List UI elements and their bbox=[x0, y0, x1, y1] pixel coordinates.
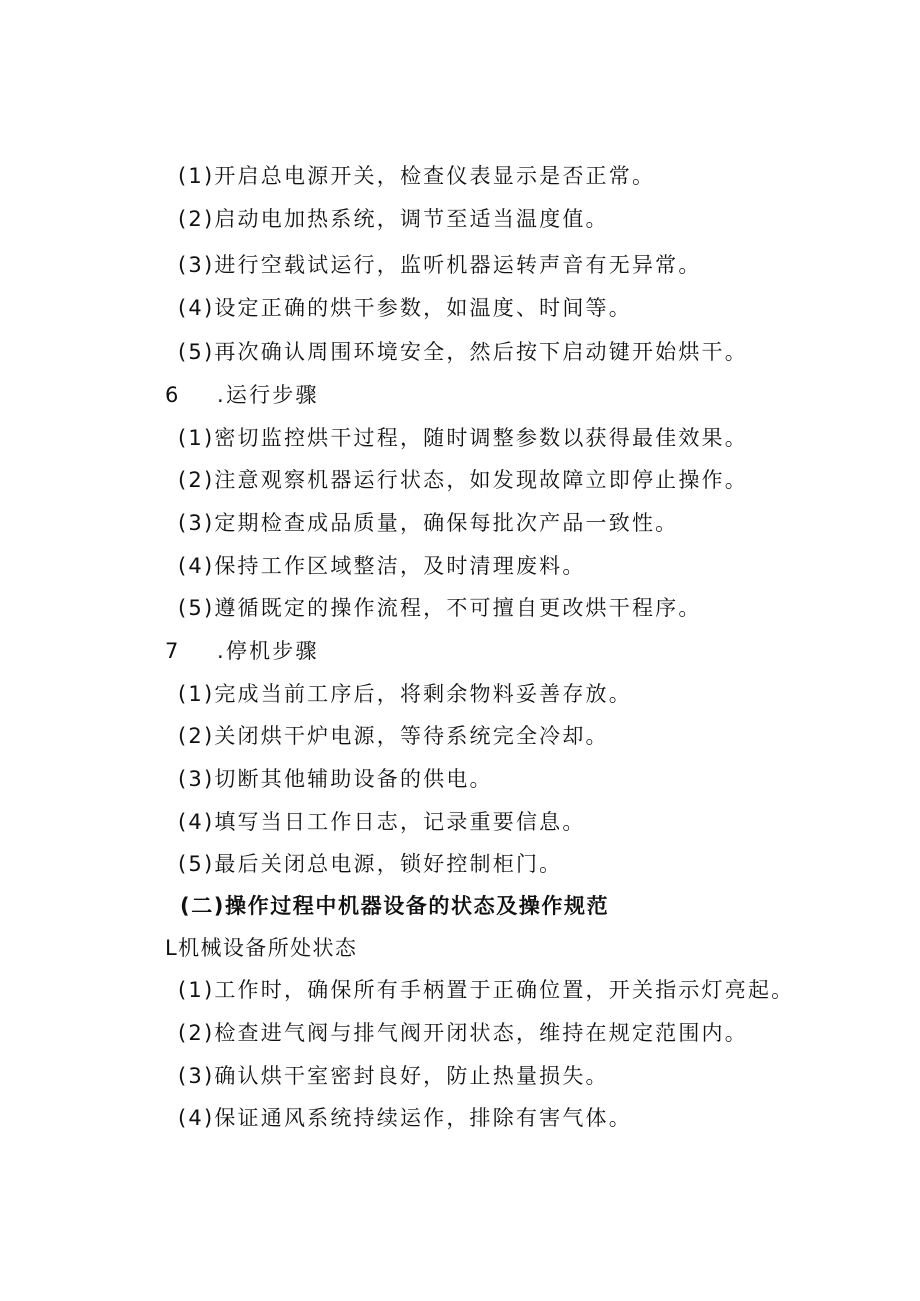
list-item: (3)进行空载试运行，监听机器运转声音有无异常。 bbox=[178, 253, 702, 277]
list-item: (1)完成当前工序后，将剩余物料妥善存放。 bbox=[178, 682, 632, 706]
subsection-heading: L机械设备所处状态 bbox=[165, 936, 358, 960]
list-item: (2)启动电加热系统，调节至适当温度值。 bbox=[178, 207, 609, 231]
list-item: (1)开启总电源开关，检查仪表显示是否正常。 bbox=[178, 164, 656, 188]
list-item: (1)密切监控烘干过程，随时调整参数以获得最佳效果。 bbox=[178, 426, 748, 450]
list-item: (4)填写当日工作日志，记录重要信息。 bbox=[178, 810, 586, 834]
section-title: .运行步骤 bbox=[217, 383, 319, 407]
list-item: (3)定期检查成品质量，确保每批次产品一致性。 bbox=[178, 511, 679, 535]
list-item: (4)保持工作区域整洁，及时清理废料。 bbox=[178, 554, 586, 578]
part-heading: (二)操作过程中机器设备的状态及操作规范 bbox=[180, 894, 610, 918]
list-item: (5)最后关闭总电源，锁好控制柜门。 bbox=[178, 852, 563, 876]
section-title: .停机步骤 bbox=[217, 639, 319, 663]
list-item: (3)确认烘干室密封良好，防止热量损失。 bbox=[178, 1064, 609, 1088]
list-item: (4)保证通风系统持续运作，排除有害气体。 bbox=[178, 1106, 632, 1130]
section-heading bbox=[165, 637, 319, 665]
list-item: (5)遵循既定的操作流程，不可擅自更改烘干程序。 bbox=[178, 596, 702, 620]
list-item: (2)检查进气阀与排气阀开闭状态，维持在规定范围内。 bbox=[178, 1021, 748, 1045]
list-item: (5)再次确认周围环境安全，然后按下启动键开始烘干。 bbox=[178, 340, 748, 364]
list-item: (3)切断其他辅助设备的供电。 bbox=[178, 767, 493, 791]
section-number: 7 bbox=[165, 639, 179, 663]
section-number: 6 bbox=[165, 383, 179, 407]
section-heading bbox=[165, 381, 319, 409]
list-item: (2)注意观察机器运行状态，如发现故障立即停止操作。 bbox=[178, 468, 748, 492]
list-item: (2)关闭烘干炉电源，等待系统完全冷却。 bbox=[178, 724, 609, 748]
list-item: (1)工作时，确保所有手柄置于正确位置，开关指示灯亮起。 bbox=[178, 978, 795, 1002]
list-item: (4)设定正确的烘干参数，如温度、时间等。 bbox=[178, 296, 632, 320]
